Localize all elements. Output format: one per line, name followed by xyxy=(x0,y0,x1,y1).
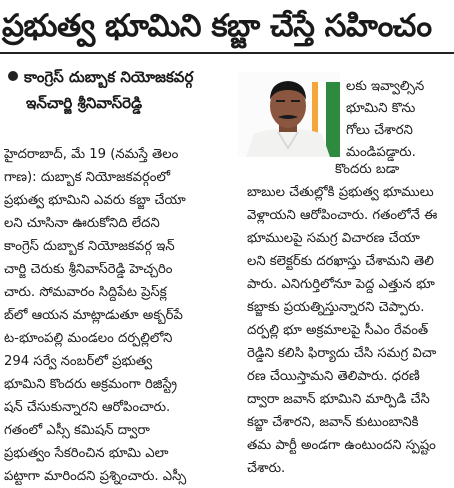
text-line: 294 సర్వే నంబర్‌లో ప్రభుత్వ xyxy=(4,354,153,369)
text-line: ప్రభుత్వ భూమిని ఎవరు కబ్జా చేయా xyxy=(4,193,186,208)
text-line: రణ చేయిస్తామని తెలిపారు. ధరణి xyxy=(247,369,420,384)
text-line: బాబుల చేతుల్లోకి ప్రభుత్వ భూములు xyxy=(247,185,434,200)
text-line: ద్వారా జవాన్ భూమిని మార్పిడి చేసి xyxy=(247,392,430,407)
subheading-text-1: కాంగ్రెస్ దుబ్బాక నియోజకవర్గ xyxy=(24,68,194,86)
text-line: కాంగ్రెస్ దుబ్బాక నియోజకవర్గ ఇన్ xyxy=(4,239,175,254)
text-line: హైదరాబాద్, మే 19 (నమస్తే తెలం xyxy=(4,147,179,162)
text-line: బ్‌లో ఆయన మాట్లాడుతూ అక్బర్‌పే xyxy=(4,308,183,323)
text-line: భూమిని కొందరు అక్రమంగా రిజిస్ట్రే xyxy=(4,377,178,392)
text-line: కబ్జాకు ప్రయత్నిస్తున్నారని చెప్పారు. xyxy=(247,300,425,315)
text-line: చారు. సోమవారం సిద్దిపేట ప్రెస్‌క్ల xyxy=(4,285,167,300)
headline-divider xyxy=(0,52,454,54)
text-line: భూమిని కొను xyxy=(346,101,416,116)
text-line: కొందరు బడా xyxy=(335,162,400,177)
text-line: కబ్జా చేశారని, జవాన్ కుటుంబానికి xyxy=(247,415,419,430)
headline: ప్రభుత్వ భూమిని కబ్జా చేస్తే సహించం xyxy=(2,8,432,44)
text-line: పట్టాగా మారిందని ప్రశ్నించారు. ఎస్సీ xyxy=(4,469,187,484)
text-line: దర్పల్లి భూ అక్రమాలపై సీఎం రేవంత్ xyxy=(247,323,429,338)
text-line: రెడ్డిని కలిసి ఫిర్యాదు చేసి సమగ్ర విచా xyxy=(247,346,437,361)
text-line: లని కలెక్టర్‌కు దరఖాస్తు చేశామని తెలి xyxy=(247,254,434,269)
text-line: చేశారు. xyxy=(247,461,286,476)
subheading-line-2: ఇన్‌చార్జి శ్రీనివాస్‌రెడ్డి xyxy=(26,94,143,112)
text-line: లకు ఇవ్వాల్సిన xyxy=(346,79,425,94)
text-line: తమ పార్టీ అండగా ఉంటుందని స్పష్టం xyxy=(247,438,436,453)
text-line: ట-భూంపల్లి మండలం దర్పల్లిలోని xyxy=(4,331,173,346)
text-line: చార్జి చెరుకు శ్రీనివాస్‌రెడ్డి హెచ్చరిం xyxy=(4,262,173,277)
text-line: గోలు చేశారని xyxy=(346,123,413,138)
left-column xyxy=(4,143,233,488)
top-right-column xyxy=(346,76,452,164)
text-line: షన్ చేసుకున్నారని ఆరోపించారు. xyxy=(4,400,171,415)
bullet-icon xyxy=(8,71,18,81)
text-line: మండిపడ్డారు. xyxy=(346,145,416,160)
text-line: ప్రభుత్వం సేకరించిన భూమి ఎలా xyxy=(4,446,169,461)
text-line: గాణ): దుబ్బాక నియోజకవర్గంలో xyxy=(4,170,171,185)
text-line: గతంలో ఎస్సీ కమిషన్ ద్వారా xyxy=(4,423,150,438)
right-column xyxy=(247,158,452,480)
text-line: లని చూసినా ఊరుకోనిది లేదని xyxy=(4,216,160,231)
politician-portrait-image xyxy=(238,72,340,157)
reporter-photo xyxy=(238,72,340,157)
text-line: భూములపై సమగ్ర విచారణ చేయా xyxy=(247,231,420,246)
subheading-line-1 xyxy=(8,66,193,88)
text-line: పారు. ఎనిగుర్తిలోనూ పెద్ద ఎత్తున భూ xyxy=(247,277,435,292)
text-line: వెళ్లాయని ఆరోపించారు. గతంలోనే ఈ xyxy=(247,208,438,223)
